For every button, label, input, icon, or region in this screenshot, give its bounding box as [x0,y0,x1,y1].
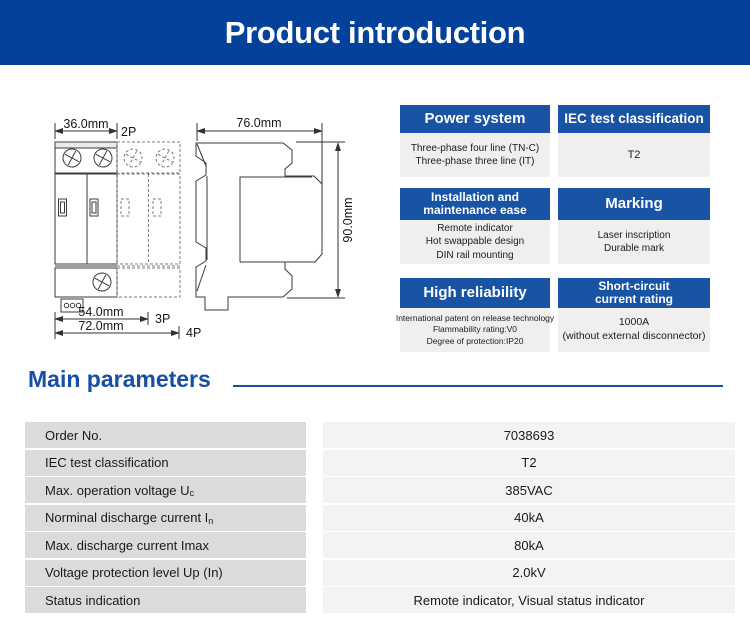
terminal-screw [60,146,115,170]
feature-card-title [558,188,710,220]
feature-card-power-system [400,105,550,177]
feature-line: (without external disconnector) [562,330,706,342]
param-label [25,532,306,558]
param-label [25,422,306,448]
column-gap [306,477,323,503]
feature-card-body [558,220,710,264]
param-label-text: IEC test classification [45,455,169,470]
param-label-text: Norminal discharge current I [45,510,209,525]
dimension-drawing [20,95,390,345]
feature-card-body [558,133,710,177]
feature-line: Durable mark [603,243,665,254]
param-label [25,587,306,613]
param-value: 385VAC [323,477,735,503]
table-row [25,505,735,531]
dim-label-36mm: 36.0mm [63,117,109,131]
param-value: T2 [323,450,735,476]
table-row [25,532,735,558]
feature-card-body [400,220,550,264]
feature-card-title [400,105,550,133]
param-value: 80kA [323,532,735,558]
feature-line: Degree of protection:IP20 [426,335,524,346]
table-row [25,422,735,448]
main-parameters-heading: Main parameters [28,366,211,392]
param-value: 7038693 [323,422,735,448]
release-screw [90,270,114,294]
feature-line: 1000A [618,316,650,329]
feature-line: Remote indicator [437,223,513,235]
feature-line: Flammability rating:V0 [432,324,518,335]
feature-title-line: High reliability [423,283,527,301]
feature-title-line: Short-circuit [598,278,670,293]
feature-title-line: Installation and [430,189,519,204]
dim-label-72mm: 72.0mm [78,319,124,333]
feature-title-line: Power system [424,109,526,127]
param-label [25,505,306,531]
side-view-drawing [196,143,322,310]
feature-card-installation [400,188,550,264]
feature-title-line: IEC test classification [564,111,704,127]
feature-line: Laser inscription [597,229,671,241]
column-gap [306,422,323,448]
table-row [25,477,735,503]
feature-card-body [558,308,710,352]
param-label [25,560,306,586]
column-gap [306,587,323,613]
dim-label-76mm: 76.0mm [236,116,282,130]
feature-card-reliability [395,278,555,352]
column-gap [306,532,323,558]
table-row [25,560,735,586]
param-label [25,477,306,503]
feature-card-title [400,188,550,220]
param-label-text: Max. discharge current Imax [45,537,210,553]
table-row [25,587,735,613]
heading-rule [233,385,723,387]
feature-line: Hot swappable design [425,236,525,248]
param-value: 2.0kV [323,560,735,586]
parameters-table [25,422,735,615]
param-label-text: Status indication [45,592,141,608]
feature-title-line: Marking [605,194,663,212]
feature-card-iec-classification [558,105,710,177]
feature-line: DIN rail mounting [436,249,514,261]
feature-card-body [400,133,550,177]
pole-label-2p: 2P [121,125,137,139]
feature-card-marking [558,188,710,264]
feature-line: International patent on release technology [395,313,555,324]
dim-label-54mm: 54.0mm [78,305,124,319]
feature-card-body [395,308,555,352]
param-label-subscript: n [208,515,214,526]
feature-title-line: maintenance ease [423,203,527,217]
terminal-screw-dashed [121,146,177,170]
feature-card-short-circuit [558,278,710,352]
page-title: Product introduction [224,14,526,50]
param-label-text: Order No. [45,427,103,443]
param-value: 40kA [323,505,735,531]
param-label-text: Voltage protection level Up (In) [45,565,223,580]
param-label [25,450,306,476]
dim-label-90mm: 90.0mm [341,197,355,243]
param-label-text: Max. operation voltage U [45,482,190,498]
feature-line: Three-phase four line (TN-C) [410,142,540,154]
page-banner [0,0,750,65]
feature-card-title [400,278,550,308]
feature-title-line: current rating [594,292,673,306]
front-view-extension-dashed [117,142,180,297]
column-gap [306,560,323,586]
column-gap [306,505,323,531]
feature-line: Three-phase three line (IT) [415,156,535,167]
feature-card-title [558,278,710,308]
pole-label-4p: 4P [186,326,202,340]
feature-line: T2 [627,148,641,161]
column-gap [306,450,323,476]
front-view-drawing [55,142,117,312]
pole-label-3p: 3P [155,312,171,326]
param-label-subscript: c [189,488,195,498]
table-row [25,450,735,476]
feature-card-title [558,105,710,133]
param-value: Remote indicator, Visual status indicator [323,587,735,613]
